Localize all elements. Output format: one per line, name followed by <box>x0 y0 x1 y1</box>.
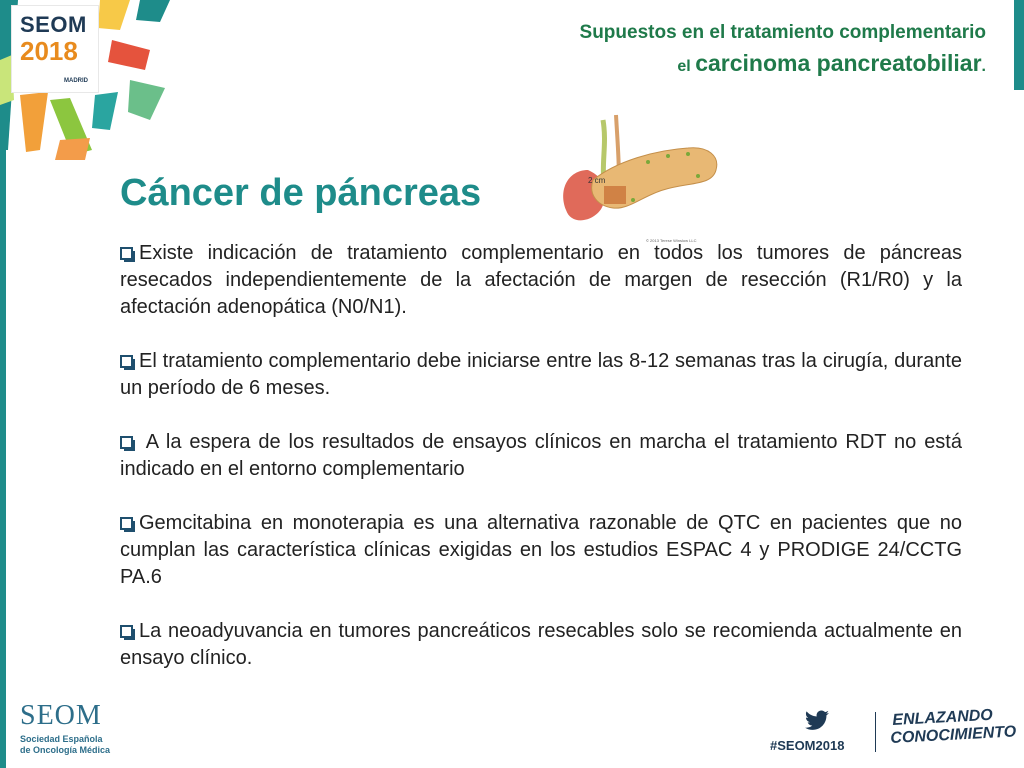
footer-hashtag: #SEOM2018 <box>770 738 845 753</box>
footer-divider <box>875 712 876 752</box>
bullet-text: La neoadyuvancia en tumores pancreáticos resecables solo se recomienda actualmente en ensayo clínico. <box>120 620 962 669</box>
footer-slogan-line1: ENLAZANDO <box>892 706 994 729</box>
header-line2-main: carcinoma pancreatobiliar <box>695 50 982 76</box>
right-accent-stripe <box>1014 0 1024 90</box>
header-title-line1: Supuestos en el tratamiento complementario <box>579 22 986 43</box>
twitter-icon <box>804 710 830 732</box>
header-title-line2 <box>677 50 986 77</box>
pancreas-illustration <box>548 110 728 248</box>
seom-2018-logo <box>12 6 98 92</box>
slide-title: Cáncer de páncreas <box>120 172 482 214</box>
bullet-item <box>120 429 962 483</box>
bullet-text: Gemcitabina en monoterapia es una alternativa razonable de QTC en pacientes que no cumplan las característica clínicas exigidas en los estudios ESPAC 4 y PRODIGE 24/CCTG PA.6 <box>120 512 962 588</box>
logo-city: MADRID <box>64 78 88 84</box>
checkbox-bullet-icon <box>120 625 133 638</box>
bullet-item <box>120 240 962 321</box>
bullet-item <box>120 510 962 591</box>
header-line2-suffix: . <box>981 58 986 75</box>
footer-org-sub2: de Oncología Médica <box>20 745 111 755</box>
checkbox-bullet-icon <box>120 247 133 260</box>
bullet-list <box>120 240 962 672</box>
footer-slogan-line2: CONOCIMIENTO <box>890 723 1017 747</box>
bullet-text: A la espera de los resultados de ensayos clínicos en marcha el tratamiento RDT no está indicado en el entorno complementario <box>120 431 962 480</box>
checkbox-bullet-icon <box>120 436 133 449</box>
figure-scale-label: 2 cm <box>588 176 606 185</box>
footer-org-subtitle <box>20 734 110 756</box>
footer-org-logo: SEOM <box>20 700 102 731</box>
figure-credit: © 2013 Terese Winslow LLC <box>646 238 697 243</box>
logo-year: 2018 <box>20 36 78 66</box>
checkbox-bullet-icon <box>120 355 133 368</box>
bullet-text: Existe indicación de tratamiento complementario en todos los tumores de páncreas resecados independientemente de la afectación de margen de resección (R1/R0) y la afectación adenopática (N0/N1). <box>120 242 962 318</box>
footer-org-sub1: Sociedad Española <box>20 734 103 744</box>
bullet-item <box>120 618 962 672</box>
checkbox-bullet-icon <box>120 517 133 530</box>
logo-brand: SEOM <box>20 12 87 37</box>
bullet-text: El tratamiento complementario debe iniciarse entre las 8-12 semanas tras la cirugía, durante un período de 6 meses. <box>120 350 962 399</box>
header-line2-prefix: el <box>677 58 691 75</box>
bullet-item <box>120 348 962 402</box>
